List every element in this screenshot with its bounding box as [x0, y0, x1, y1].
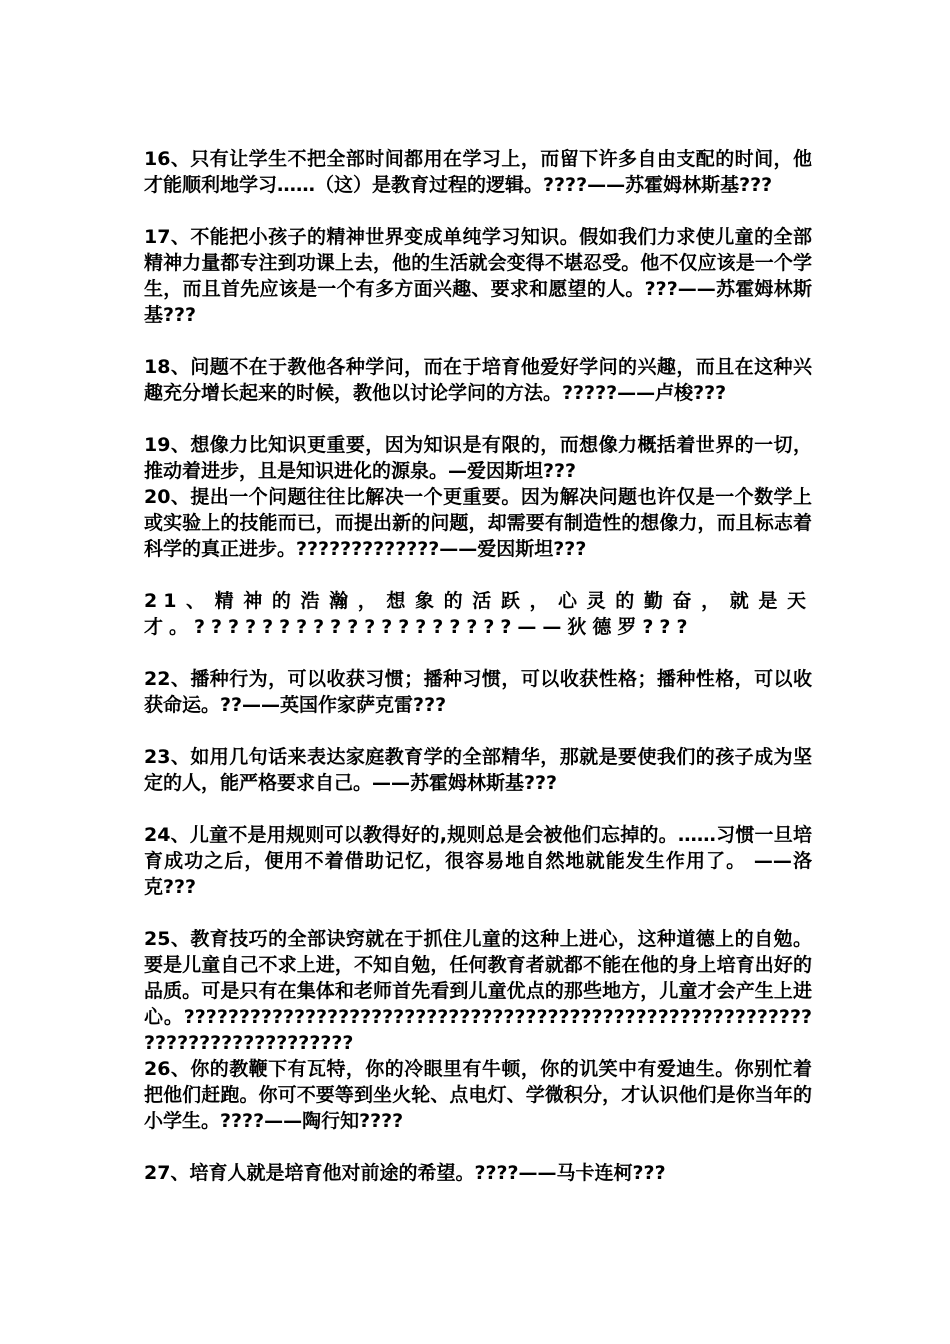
quote-21: 21、精神的浩瀚，想象的活跃，心灵的勤奋，就是天才。???????????????????——狄德罗???	[144, 590, 812, 638]
quote-27: 27、培育人就是培育他对前途的希望。????——马卡连柯???	[144, 1162, 666, 1184]
quote-list	[144, 146, 812, 1186]
quote-16: 16、只有让学生不把全部时间都用在学习上，而留下许多自由支配的时间，他才能顺利地学习……（这）是教育过程的逻辑。????——苏霍姆林斯基???	[144, 148, 812, 196]
quote-24: 24、儿童不是用规则可以教得好的,规则总是会被他们忘掉的。……习惯一旦培育成功之后，便用不着借助记忆，很容易地自然地就能发生作用了。 ——洛克???	[144, 824, 812, 898]
quote-26: 26、你的教鞭下有瓦特，你的冷眼里有牛顿，你的讥笑中有爱迪生。你别忙着把他们赶跑。你可不要等到坐火轮、点电灯、学微积分，才认识他们是你当年的小学生。????——陶行知????	[144, 1058, 812, 1132]
quote-18: 18、问题不在于教他各种学问，而在于培育他爱好学问的兴趣，而且在这种兴趣充分增长起来的时候，教他以讨论学问的方法。?????——卢梭???	[144, 356, 812, 404]
quote-22: 22、播种行为，可以收获习惯；播种习惯，可以收获性格；播种性格，可以收获命运。??——英国作家萨克雷???	[144, 668, 812, 716]
quote-17: 17、不能把小孩子的精神世界变成单纯学习知识。假如我们力求使儿童的全部精神力量都专注到功课上去，他的生活就会变得不堪忍受。他不仅应该是一个学生，而且首先应该是一个有多方面兴趣、要求和愿望的人。???——苏霍姆林斯基???	[144, 226, 812, 326]
quote-23: 23、如用几句话来表达家庭教育学的全部精华，那就是要使我们的孩子成为坚定的人，能严格要求自己。——苏霍姆林斯基???	[144, 746, 812, 794]
quote-19: 19、想像力比知识更重要，因为知识是有限的，而想像力概括着世界的一切，推动着进步，且是知识进化的源泉。—爱因斯坦???	[144, 434, 812, 482]
quote-20: 20、提出一个问题往往比解决一个更重要。因为解决问题也许仅是一个数学上或实验上的技能而已，而提出新的问题，却需要有制造性的想像力，而且标志着科学的真正进步。?????????????——爱因斯坦???	[144, 486, 812, 560]
quote-25: 25、教育技巧的全部诀窍就在于抓住儿童的这种上进心，这种道德上的自勉。要是儿童自己不求上进，不知自勉，任何教育者就都不能在他的身上培育出好的品质。可是只有在集体和老师首先看到儿童优点的那些地方，儿童才会产生上进心。????????????????????????????????????????????????????????????????????????????	[144, 928, 812, 1054]
